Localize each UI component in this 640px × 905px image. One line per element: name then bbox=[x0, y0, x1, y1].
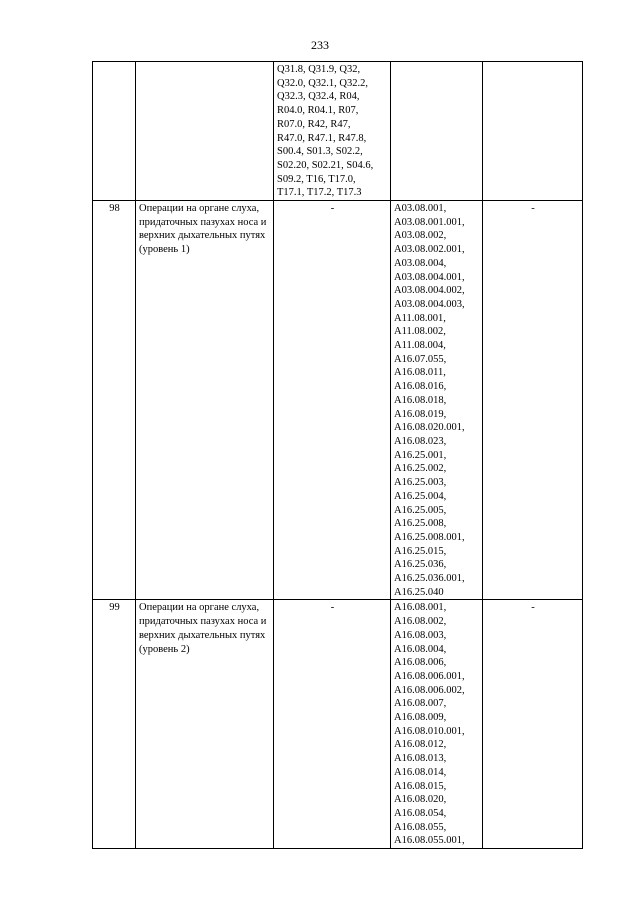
diagnosis-codes-cell bbox=[274, 201, 391, 600]
service-code-line: A16.08.011, bbox=[394, 367, 446, 379]
table-row bbox=[93, 600, 583, 849]
diagnosis-code-line: - bbox=[330, 203, 335, 215]
service-code-line: A16.25.001, bbox=[394, 449, 447, 461]
service-code-line: A16.08.006.001, bbox=[394, 670, 465, 682]
service-code-line: A16.08.055.001, bbox=[394, 835, 465, 847]
service-code-line: A16.25.002, bbox=[394, 463, 447, 475]
service-code-line: A16.08.054, bbox=[394, 807, 447, 819]
service-code-line: A16.08.023, bbox=[394, 435, 447, 447]
services-table bbox=[92, 61, 583, 849]
service-code-line: A16.08.019, bbox=[394, 408, 447, 420]
service-code-line: A16.25.036.001, bbox=[394, 573, 465, 585]
service-code-line: A16.08.007, bbox=[394, 698, 447, 710]
service-code-line: A16.08.004, bbox=[394, 643, 447, 655]
service-code-line: A11.08.001, bbox=[394, 312, 446, 324]
service-code-line: A16.25.015, bbox=[394, 545, 447, 557]
service-code-line: A16.08.020, bbox=[394, 794, 447, 806]
service-code-line: A16.08.055, bbox=[394, 821, 447, 833]
service-code-line: A16.08.003, bbox=[394, 629, 447, 641]
page-number: 233 bbox=[311, 38, 329, 52]
diagnosis-code-line: R47.0, R47.1, R47.8, bbox=[277, 132, 367, 144]
service-code-line: A03.08.004.003, bbox=[394, 298, 465, 310]
diagnosis-code-line: S02.20, S02.21, S04.6, bbox=[277, 159, 374, 171]
service-code-line: A16.25.040 bbox=[394, 586, 444, 598]
service-code-line: A16.25.008, bbox=[394, 518, 447, 530]
table-row bbox=[93, 62, 583, 201]
service-code-line: A16.08.012, bbox=[394, 739, 447, 751]
service-code-line: A16.08.001, bbox=[394, 602, 447, 614]
service-codes-cell bbox=[391, 600, 483, 849]
service-code-line: A03.08.004, bbox=[394, 257, 447, 269]
service-code-line: A03.08.002.001, bbox=[394, 244, 465, 256]
extra-criteria-cell: - bbox=[483, 600, 583, 849]
service-code-line: A03.08.001, bbox=[394, 203, 447, 215]
row-number-cell: 99 bbox=[93, 600, 136, 849]
service-code-line: A16.08.020.001, bbox=[394, 422, 465, 434]
service-code-line: A03.08.004.002, bbox=[394, 285, 465, 297]
service-code-line: A16.08.006, bbox=[394, 657, 447, 669]
row-number-cell: 98 bbox=[93, 201, 136, 600]
service-code-line: A03.08.001.001, bbox=[394, 216, 465, 228]
service-code-line: A16.08.013, bbox=[394, 753, 447, 765]
service-code-line: A03.08.002, bbox=[394, 230, 447, 242]
service-code-line: A16.08.015, bbox=[394, 780, 447, 792]
diagnosis-code-line: R07.0, R42, R47, bbox=[277, 118, 351, 130]
service-codes-cell bbox=[391, 201, 483, 600]
service-code-line: A16.08.016, bbox=[394, 381, 447, 393]
operation-name-cell bbox=[136, 62, 274, 201]
diagnosis-code-line: S00.4, S01.3, S02.2, bbox=[277, 146, 363, 158]
service-code-line: A16.25.036, bbox=[394, 559, 447, 571]
diagnosis-code-line: Q31.8, Q31.9, Q32, bbox=[277, 64, 361, 75]
service-code-line: A16.07.055, bbox=[394, 353, 447, 365]
diagnosis-code-line: R04.0, R04.1, R07, bbox=[277, 105, 359, 117]
diagnosis-codes-cell bbox=[274, 600, 391, 849]
operation-name-cell: Операции на органе слуха, придаточных пазухах носа и верхних дыхательных путях (уровень 2) bbox=[136, 600, 274, 849]
service-code-line: A03.08.004.001, bbox=[394, 271, 465, 283]
service-code-line: A11.08.004, bbox=[394, 340, 446, 352]
service-code-line: A16.25.005, bbox=[394, 504, 447, 516]
extra-criteria-cell bbox=[483, 62, 583, 201]
service-code-line: A16.08.018, bbox=[394, 394, 447, 406]
service-code-line: A16.25.003, bbox=[394, 477, 447, 489]
service-code-line: A16.08.014, bbox=[394, 766, 447, 778]
diagnosis-code-line: S09.2, T16, T17.0, bbox=[277, 173, 356, 185]
diagnosis-code-line: Q32.3, Q32.4, R04, bbox=[277, 91, 360, 103]
service-code-line: A16.08.006.002, bbox=[394, 684, 465, 696]
row-number-cell bbox=[93, 62, 136, 201]
table-row bbox=[93, 201, 583, 600]
extra-criteria-cell: - bbox=[483, 201, 583, 600]
service-code-line: A16.08.010.001, bbox=[394, 725, 465, 737]
service-code-line: A16.25.004, bbox=[394, 490, 447, 502]
service-code-line: A16.08.009, bbox=[394, 712, 447, 724]
service-code-line: A11.08.002, bbox=[394, 326, 446, 338]
service-code-line: A16.08.002, bbox=[394, 616, 447, 628]
service-code-line: A16.25.008.001, bbox=[394, 531, 465, 543]
operation-name-cell: Операции на органе слуха, придаточных пазухах носа и верхних дыхательных путях (уровень 1) bbox=[136, 201, 274, 600]
diagnosis-code-line: Q32.0, Q32.1, Q32.2, bbox=[277, 77, 368, 89]
service-codes-cell bbox=[391, 62, 483, 201]
diagnosis-code-line: T17.1, T17.2, T17.3 bbox=[277, 187, 362, 199]
diagnosis-code-line: - bbox=[330, 602, 335, 614]
diagnosis-codes-cell bbox=[274, 62, 391, 201]
